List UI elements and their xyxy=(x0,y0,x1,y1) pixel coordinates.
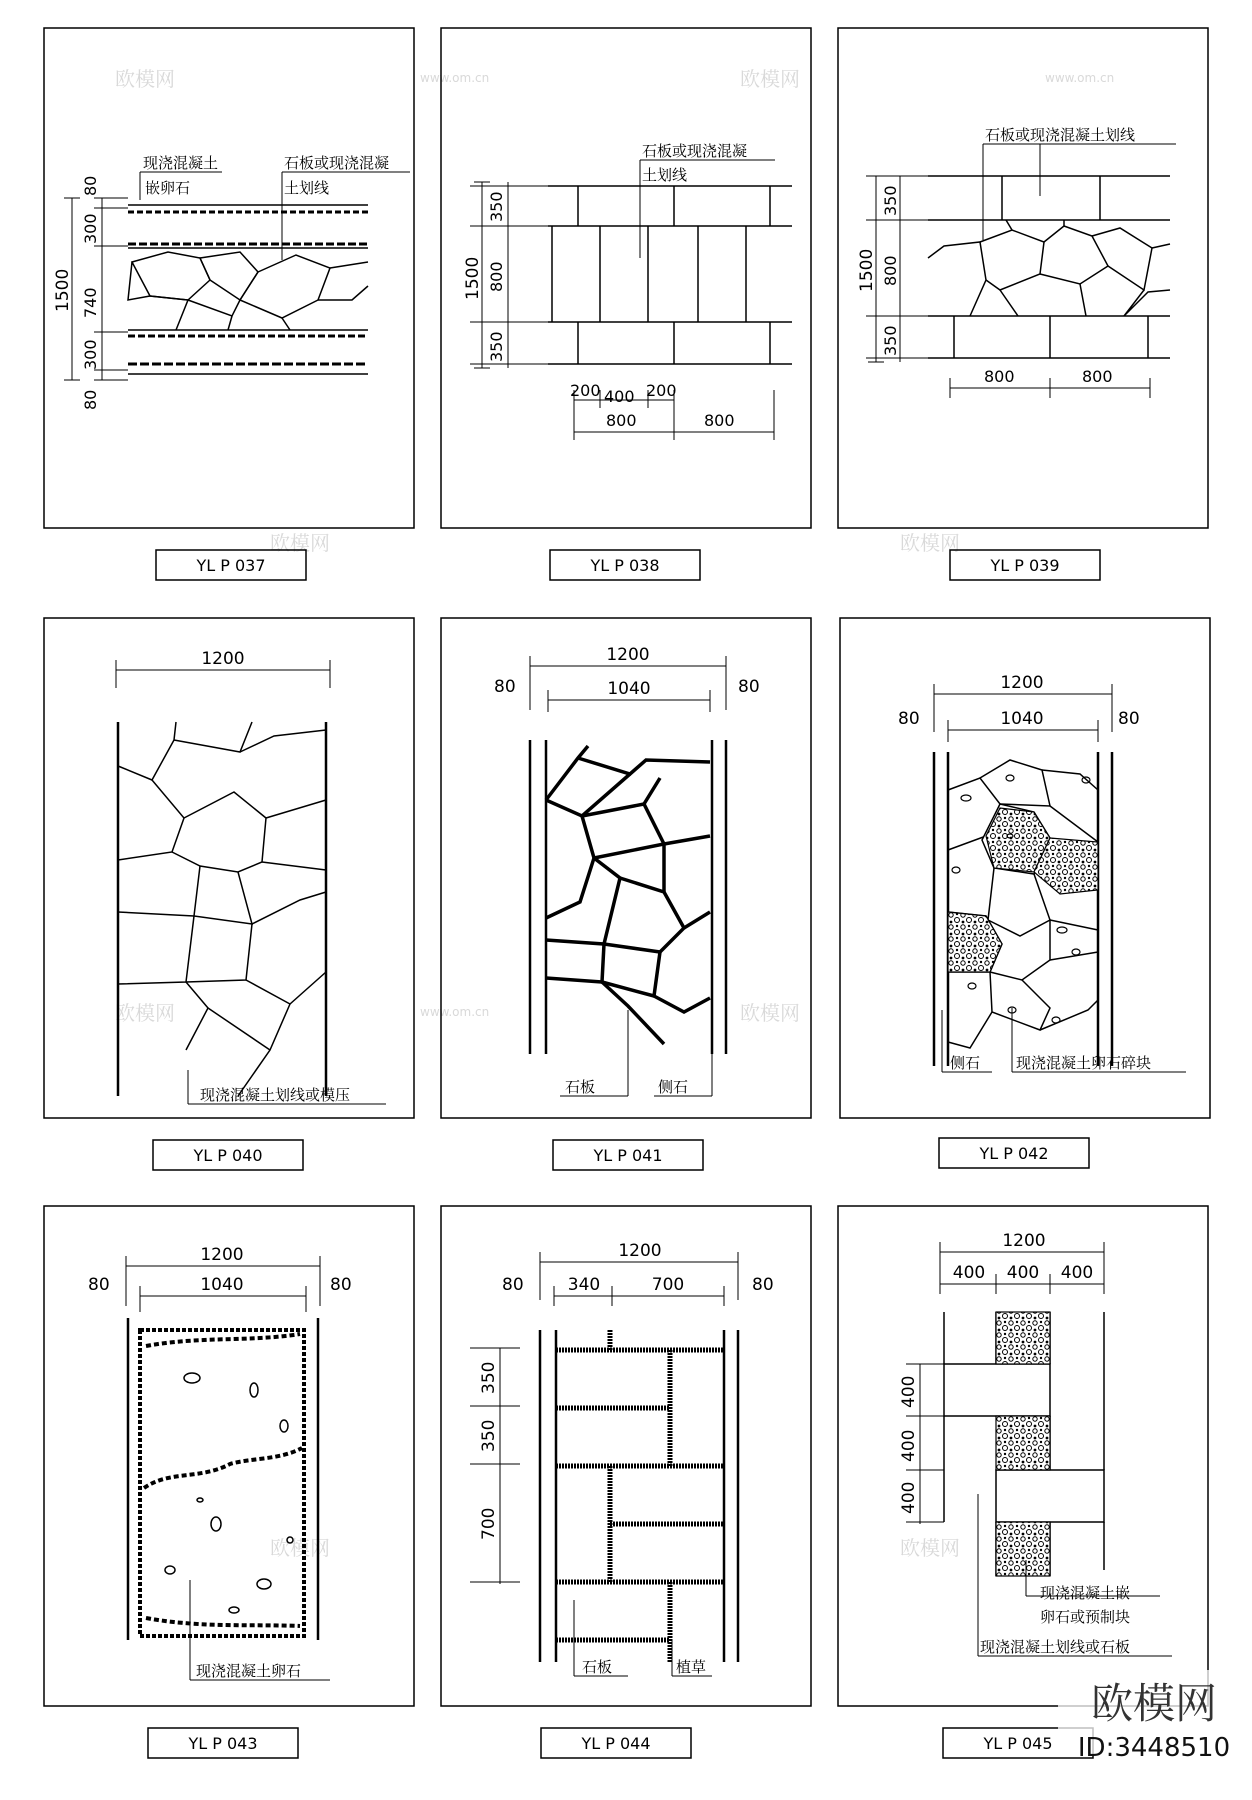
leader-lines xyxy=(983,144,1176,240)
label-text: 现浇混凝土卵石 xyxy=(196,1662,302,1680)
code-box-044 xyxy=(541,1728,691,1758)
label-text: 石板 xyxy=(582,1658,613,1676)
dimension-text: 700 xyxy=(479,1507,499,1540)
dimension-text: 350 xyxy=(881,325,900,356)
dimension-text: 80 xyxy=(81,389,100,410)
drawing-code: YL P 042 xyxy=(979,1144,1049,1163)
panel-yl-p-038-text xyxy=(463,142,747,430)
drawing-code: YL P 041 xyxy=(593,1146,663,1165)
pebble-texture xyxy=(996,1312,1050,1576)
code-box-043 xyxy=(148,1728,298,1758)
label-text: 现浇混凝土划线或石板 xyxy=(980,1638,1131,1656)
dimension-text: 800 xyxy=(984,367,1015,386)
label-text: 土划线 xyxy=(284,179,330,197)
pavement-plan xyxy=(548,186,792,364)
dimension-text: 1500 xyxy=(857,248,877,292)
dimension-text: 800 xyxy=(1082,367,1113,386)
dimension-text: 80 xyxy=(494,677,516,697)
dimension-text: 80 xyxy=(898,709,920,729)
dimension-text: 1200 xyxy=(1000,673,1044,693)
label-text: 侧石 xyxy=(950,1054,981,1072)
code-box-042 xyxy=(939,1138,1089,1168)
dimension-text: 1040 xyxy=(607,679,651,699)
dimension-text: 350 xyxy=(881,185,900,216)
drawing-code: YL P 037 xyxy=(196,556,266,575)
watermark-text: 欧模网 xyxy=(270,1536,330,1560)
label-text: 石板 xyxy=(565,1078,596,1096)
dimension-text: 350 xyxy=(487,331,506,362)
stone-slab xyxy=(996,1470,1104,1522)
pavement-plan xyxy=(944,1312,1104,1576)
grass-joints xyxy=(556,1330,724,1662)
watermark-text: www.om.cn xyxy=(1045,71,1115,85)
dimension-text: 80 xyxy=(738,677,760,697)
dimension-text: 800 xyxy=(704,411,735,430)
label-text: 卵石或预制块 xyxy=(1040,1608,1131,1626)
dimension-text: 80 xyxy=(81,175,100,196)
panel-frame xyxy=(44,618,414,1118)
dimension-text: 80 xyxy=(752,1275,774,1295)
dimension-text: 400 xyxy=(604,387,635,406)
panel-yl-p-041-text xyxy=(494,645,760,1096)
stone-slab xyxy=(944,1364,1050,1416)
label-text: 土划线 xyxy=(642,166,688,184)
pavement-plan xyxy=(540,1330,738,1662)
panel-yl-p-040 xyxy=(44,618,414,1118)
dimension-text: 400 xyxy=(952,1263,986,1283)
scattered-pebbles xyxy=(165,1373,293,1613)
brand-logo xyxy=(1058,1670,1250,1763)
pavement-plan xyxy=(934,752,1112,1066)
drawing-code: YL P 039 xyxy=(990,556,1060,575)
label-text: 嵌卵石 xyxy=(145,179,191,197)
dimension-text: 200 xyxy=(646,381,677,400)
watermark-text: 欧模网 xyxy=(115,67,175,91)
code-box-038 xyxy=(550,550,700,580)
dimension-text: 800 xyxy=(606,411,637,430)
dimension-text: 400 xyxy=(899,1375,919,1408)
pebble-texture xyxy=(948,808,1098,972)
watermark-text: 欧模网 xyxy=(740,1001,800,1025)
id-text: ID:3448510 xyxy=(1077,1733,1231,1763)
dimension-text: 340 xyxy=(567,1275,601,1295)
drawing-code: YL P 038 xyxy=(590,556,660,575)
dimension-text: 80 xyxy=(330,1275,352,1295)
panel-yl-p-039-text xyxy=(857,126,1135,386)
dimension-text: 1500 xyxy=(53,268,73,312)
dimension-lines xyxy=(470,1252,738,1584)
dimension-text: 400 xyxy=(899,1429,919,1462)
label-text: 石板或现浇混凝 xyxy=(284,154,390,172)
pavement-plan xyxy=(928,176,1170,358)
pavement-plan xyxy=(128,1318,318,1640)
watermark-text: 欧模网 xyxy=(900,1536,960,1560)
logo-text: 欧模网 xyxy=(1090,1679,1218,1728)
dimension-text: 400 xyxy=(899,1481,919,1514)
panel-yl-p-044-text xyxy=(479,1241,774,1676)
watermark-layer xyxy=(115,67,1114,1560)
label-text: 石板或现浇混凝土划线 xyxy=(985,126,1136,144)
watermark-text: 欧模网 xyxy=(740,67,800,91)
dimension-text: 200 xyxy=(570,381,601,400)
dimension-text: 1200 xyxy=(1002,1231,1046,1251)
watermark-text: 欧模网 xyxy=(900,531,960,555)
label-text: 植草 xyxy=(676,1658,707,1676)
watermark-text: www.om.cn xyxy=(420,1005,490,1019)
label-text: 石板或现浇混凝 xyxy=(642,142,748,160)
pebble-border xyxy=(140,1330,304,1636)
dimension-text: 1200 xyxy=(606,645,650,665)
watermark-text: www.om.cn xyxy=(420,71,490,85)
dimension-text: 300 xyxy=(81,213,100,244)
dimension-text: 350 xyxy=(487,191,506,222)
label-text: 现浇混凝土划线或模压 xyxy=(200,1086,351,1104)
dimension-text: 1200 xyxy=(201,649,245,669)
drawing-code: YL P 043 xyxy=(188,1734,258,1753)
drawing-code: YL P 045 xyxy=(983,1734,1053,1753)
pavement-plan xyxy=(128,205,368,374)
label-text: 侧石 xyxy=(658,1078,689,1096)
dimension-text: 1200 xyxy=(200,1245,244,1265)
drawing-code: YL P 040 xyxy=(193,1146,263,1165)
dimension-text: 300 xyxy=(81,339,100,370)
label-text: 现浇混凝土 xyxy=(143,154,219,172)
code-box-041 xyxy=(553,1140,703,1170)
dimension-text: 80 xyxy=(88,1275,110,1295)
dimension-text: 400 xyxy=(1060,1263,1094,1283)
panel-yl-p-037-text xyxy=(53,154,389,410)
panel-yl-p-042 xyxy=(840,618,1210,1118)
watermark-text: 欧模网 xyxy=(270,531,330,555)
dimension-text: 1200 xyxy=(618,1241,662,1261)
pavement-plan xyxy=(530,740,726,1054)
drawing-code: YL P 044 xyxy=(581,1734,651,1753)
dimension-text: 400 xyxy=(1006,1263,1040,1283)
panel-yl-p-040-text xyxy=(200,649,350,1104)
dimension-text: 1500 xyxy=(463,256,483,300)
dimension-text: 350 xyxy=(479,1361,499,1394)
dimension-text: 350 xyxy=(479,1419,499,1452)
watermark-text: 欧模网 xyxy=(115,1001,175,1025)
dimension-text: 80 xyxy=(502,1275,524,1295)
dimension-text: 700 xyxy=(651,1275,685,1295)
dimension-text: 740 xyxy=(81,287,100,318)
dimension-text: 800 xyxy=(881,255,900,286)
label-text: 现浇混凝土嵌 xyxy=(1040,1584,1131,1602)
dimension-text: 80 xyxy=(1118,709,1140,729)
panel-frame xyxy=(44,28,414,528)
pavement-plan xyxy=(118,722,326,1096)
label-text: 现浇混凝土卵石碎块 xyxy=(1016,1054,1152,1072)
panel-yl-p-037 xyxy=(44,28,414,528)
code-box-039 xyxy=(950,550,1100,580)
dimension-text: 800 xyxy=(487,261,506,292)
code-box-040 xyxy=(153,1140,303,1170)
dimension-text: 1040 xyxy=(1000,709,1044,729)
dimension-text: 1040 xyxy=(200,1275,244,1295)
